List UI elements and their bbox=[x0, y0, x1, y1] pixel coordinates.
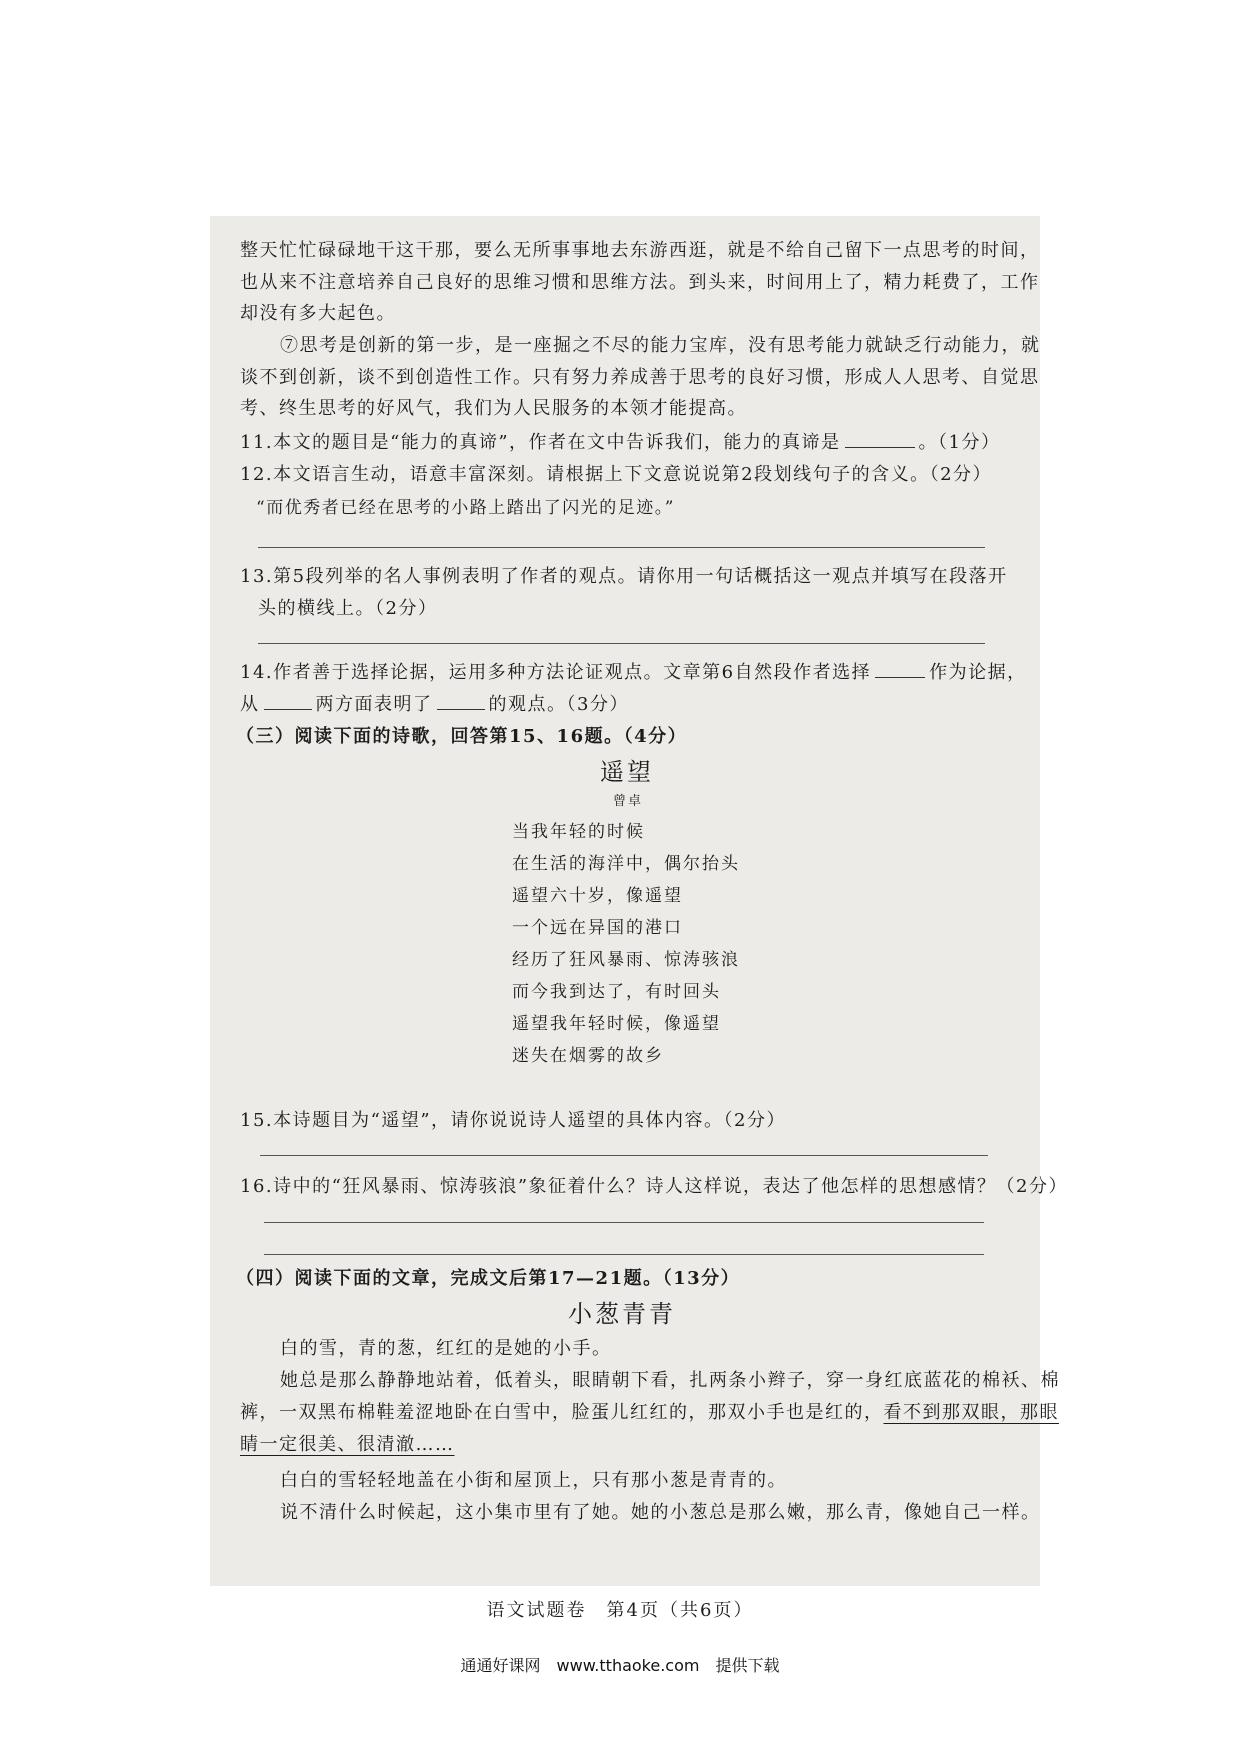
poem-line: 迷失在烟雾的故乡 bbox=[512, 1046, 664, 1066]
q14-part5: 的观点。（3分） bbox=[488, 694, 629, 715]
poem-line: 遥望我年轻时候，像遥望 bbox=[512, 1014, 721, 1034]
question-14-line-2 bbox=[240, 690, 1030, 716]
question-13-line-1: 13.第5段列举的名人事例表明了作者的观点。请你用一句话概括这一观点并填写在段落开 bbox=[240, 566, 1008, 587]
question-14-line-1 bbox=[240, 658, 1030, 684]
q14-blank-3[interactable] bbox=[437, 695, 485, 710]
q14-blank-1[interactable] bbox=[875, 663, 925, 678]
poem-line: 当我年轻的时候 bbox=[512, 822, 645, 842]
q16-answer-line-1[interactable] bbox=[264, 1222, 984, 1223]
article-title: 小葱青青 bbox=[568, 1300, 676, 1328]
q12-quote: “而优秀者已经在思考的小路上踏出了闪光的足迹。” bbox=[256, 498, 675, 518]
q16-answer-line-2[interactable] bbox=[264, 1254, 984, 1255]
article-para-4: 说不清什么时候起，这小集市里有了她。她的小葱总是那么嫩，那么青，像她自己一样。 bbox=[280, 1502, 1041, 1523]
para2-text: 裤，一双黑布棉鞋羞涩地卧在白雪中，脸蛋儿红红的，那双小手也是红的， bbox=[240, 1402, 884, 1423]
question-13-line-2: 头的横线上。（2分） bbox=[258, 598, 438, 619]
question-15: 15.本诗题目为“遥望”，请你说说诗人遥望的具体内容。（2分） bbox=[240, 1110, 786, 1131]
article-para-2-line-3: 睛一定很美、很清澈…… bbox=[240, 1434, 455, 1455]
poem-line: 而今我到达了，有时回头 bbox=[512, 982, 721, 1002]
question-16: 16.诗中的“狂风暴雨、惊涛骇浪”象征着什么？诗人这样说，表达了他怎样的思想感情？（2分） bbox=[240, 1176, 1068, 1197]
q11-blank[interactable] bbox=[845, 433, 915, 448]
q14-part1: 14.作者善于选择论据，运用多种方法论证观点。文章第6自然段作者选择 bbox=[240, 662, 872, 683]
q12-answer-line[interactable] bbox=[258, 547, 985, 548]
poem-line: 一个远在异国的港口 bbox=[512, 918, 683, 938]
section-3-heading: （三）阅读下面的诗歌，回答第15、16题。（4分） bbox=[236, 726, 688, 747]
continuation-line-1: 整天忙忙碌碌地干这干那，要么无所事事地去东游西逛，就是不给自己留下一点思考的时间， bbox=[240, 240, 1040, 261]
poem-title: 遥望 bbox=[600, 758, 654, 786]
q11-text: 11.本文的题目是“能力的真谛”，作者在文中告诉我们，能力的真谛是 bbox=[240, 432, 841, 453]
article-para-1: 白的雪，青的葱，红红的是她的小手。 bbox=[280, 1338, 612, 1359]
q11-score: 。（1分） bbox=[918, 432, 1001, 453]
q14-part4: 两方面表明了 bbox=[315, 694, 433, 715]
q15-answer-line[interactable] bbox=[260, 1155, 988, 1156]
q14-blank-2[interactable] bbox=[264, 695, 312, 710]
poem-line: 在生活的海洋中，偶尔抬头 bbox=[512, 854, 740, 874]
q13-answer-line[interactable] bbox=[258, 643, 985, 644]
para2-underlined-sentence: 看不到那双眼，那眼 bbox=[883, 1402, 1059, 1423]
para7-line-1: ⑦思考是创新的第一步，是一座掘之不尽的能力宝库，没有思考能力就缺乏行动能力，就 bbox=[280, 335, 1041, 356]
poem-author: 曾卓 bbox=[613, 794, 644, 809]
article-para-2-line-2 bbox=[240, 1398, 1059, 1424]
question-12: 12.本文语言生动，语意丰富深刻。请根据上下文意说说第2段划线句子的含义。（2分） bbox=[240, 464, 993, 485]
section-4-heading: （四）阅读下面的文章，完成文后第17—21题。（13分） bbox=[236, 1268, 741, 1289]
q14-part3: 从 bbox=[240, 694, 260, 715]
q14-part2: 作为论据， bbox=[929, 662, 1027, 683]
download-credit: 通通好课网 www.tthaoke.com 提供下载 bbox=[460, 1656, 780, 1675]
para7-line-3: 考、终生思考的好风气，我们为人民服务的本领才能提高。 bbox=[240, 398, 747, 419]
continuation-line-3: 却没有多大起色。 bbox=[240, 303, 396, 324]
para7-line-2: 谈不到创新，谈不到创造性工作。只有努力养成善于思考的良好习惯，形成人人思考、自觉思 bbox=[240, 367, 1040, 388]
page-footer: 语文试题卷 第4页（共6页） bbox=[486, 1600, 754, 1621]
poem-line: 经历了狂风暴雨、惊涛骇浪 bbox=[512, 950, 740, 970]
article-para-2-line-1: 她总是那么静静地站着，低着头，眼睛朝下看，扎两条小辫子，穿一身红底蓝花的棉袄、棉 bbox=[280, 1370, 1060, 1391]
article-para-3: 白白的雪轻轻地盖在小街和屋顶上，只有那小葱是青青的。 bbox=[280, 1470, 787, 1491]
continuation-line-2: 也从来不注意培养自己良好的思维习惯和思维方法。到头来，时间用上了，精力耗费了，工作 bbox=[240, 272, 1040, 293]
question-11 bbox=[240, 428, 1030, 454]
poem-line: 遥望六十岁，像遥望 bbox=[512, 886, 683, 906]
